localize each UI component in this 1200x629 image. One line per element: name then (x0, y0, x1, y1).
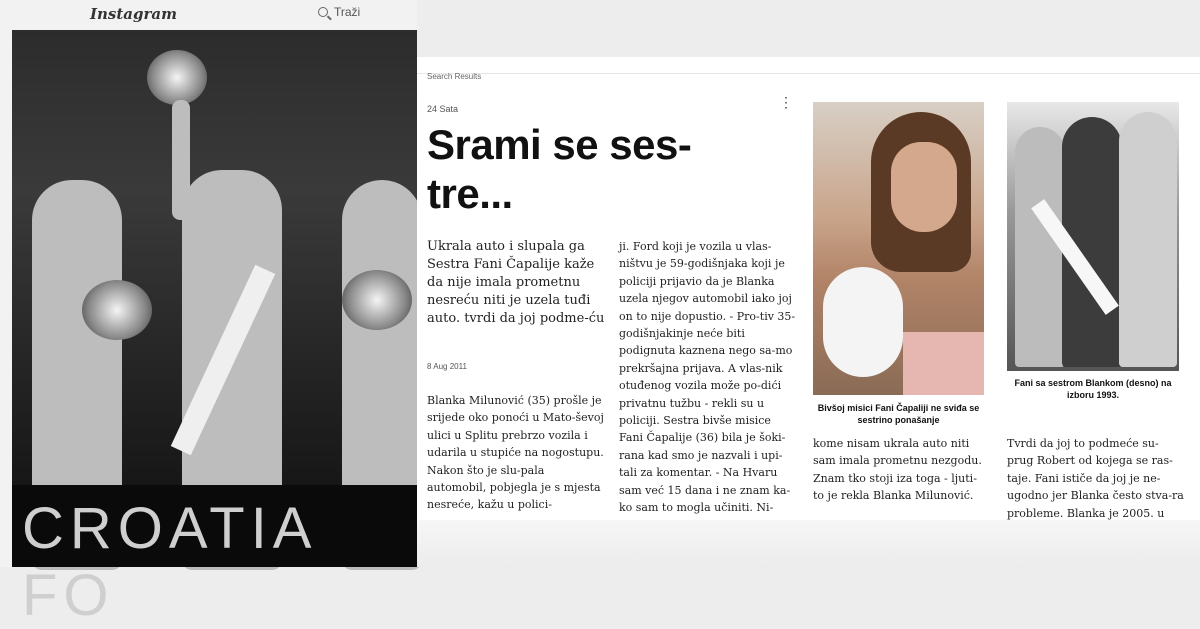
raised-arm (172, 100, 190, 220)
stage-text: CROATIA FO (22, 496, 315, 628)
article-body-col3: kome nisam ukrala auto niti sam imala prometnu nezgodu. Znam tko stoji iza toga - ljuti-to je rekla Blanka Milunović. (813, 437, 982, 503)
photo3-caption: Fani sa sestrom Blankom (desno) na izboru 1993. (1014, 378, 1172, 400)
more-options-icon[interactable]: ⋮ (779, 94, 793, 110)
sisters-photo (1007, 102, 1179, 371)
photo2-dress (903, 332, 984, 395)
photo2-caption: Bivšoj misici Fani Čapaliji ne sviđa se sestrino ponašanje (817, 403, 980, 425)
instagram-logo[interactable]: Instagram (90, 5, 177, 23)
bouquet-right (342, 270, 412, 330)
page-edge (0, 30, 12, 567)
article-panel (417, 0, 1200, 567)
instagram-panel (0, 0, 417, 628)
article-lede: Ukrala auto i slupala ga Sestra Fani Čapalije kaže da nije imala prometnu nesreću niti je uzela tuđi auto. tvrdi da joj podme-ću (427, 239, 605, 326)
article-date: 8 Aug 2011 (427, 362, 467, 371)
stage-banner (12, 485, 417, 628)
bottom-fade (417, 520, 1200, 567)
search-placeholder: Traži (334, 5, 361, 19)
article-body-col4: Tvrdi da joj to podmeće su-prug Robert od kojega se ras-taje. Fani ističe da joj je ne-ugodno jer Blanka često stva-ra probleme. Blanka je 2005. u (1007, 437, 1184, 520)
article-headline: Srami se ses-tre... (427, 121, 692, 217)
bouquet-left (82, 280, 152, 340)
fani-photo (813, 102, 984, 395)
article-body-col2: ji. Ford koji je vozila u vlas-ništvu je 59-godišnjaka koji je policiji prijavio da je Blanka uzela njegov automobil iako joj on to nije dopustio. - Pro-tiv 35-godišnjakinje neće biti podignuta kaznena nego sa-mo prekršajna prijava. A vlas-nik otuđenog vozila može po-dići privatnu tužbu - rekli su u policiji. Sestra bivše misice Fani Čapalije (36) bila je šoki-rana kad smo je nazvali i upi-tali za komentar. - Na Hvaru sam već 15 dana i ne znam ka-ko sam to mogla učiniti. Ni- (619, 240, 796, 515)
pageant-photo[interactable] (12, 30, 417, 628)
photo2-face (891, 142, 957, 232)
bouquet (147, 50, 207, 105)
photo3-person-right (1119, 112, 1177, 367)
instagram-search[interactable] (318, 5, 360, 19)
search-icon (318, 7, 328, 17)
article-source: 24 Sata (427, 104, 459, 114)
instagram-header (0, 0, 417, 30)
article-toolbar (417, 57, 1200, 74)
breadcrumb[interactable]: Search Results (427, 72, 482, 81)
article-body-col1: Blanka Milunović (35) prošle je srijede oko ponoći u Mato-ševoj ulici u Splitu prebrzo vozila i udarila u stupiće na nogostupu. Nakon što je slu-pala automobil, pobjegla je s mjesta nesreće, kažu u polici- (427, 394, 604, 512)
photo2-dog (823, 267, 903, 377)
window-top (417, 0, 1200, 57)
